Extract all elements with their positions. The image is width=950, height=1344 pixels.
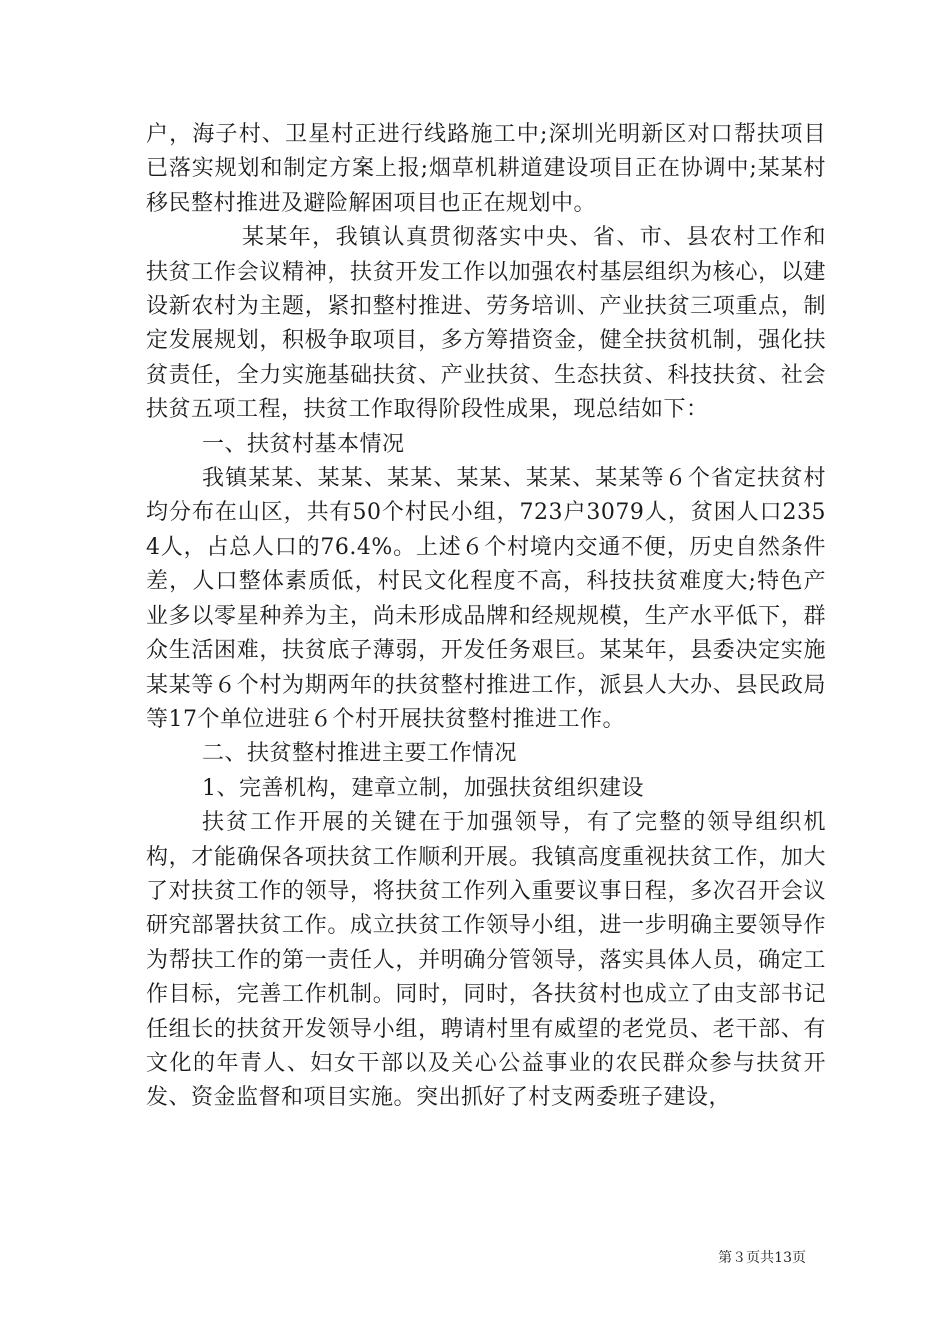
section-heading-2: 二、扶贫整村推进主要工作情况 (202, 741, 518, 767)
section-heading-1: 一、扶贫村基本情况 (202, 431, 405, 457)
subsection-heading-1: 1、完善机构，建章立制，加强扶贫组织建设 (202, 775, 644, 801)
page-number-footer: 第３页共13页 (718, 1250, 806, 1266)
paragraph-continuation: 户，海子村、卫星村正进行线路施工中;深圳光明新区对口帮扶项目已落实规划和制定方案上报;烟草机耕道建设项目正在协调中;某某村移民整村推进及避险解困项目也正在规划中。 (146, 122, 826, 216)
paragraph-basic-situation: 我镇某某、某某、某某、某某、某某、某某等６个省定扶贫村均分布在山区，共有50个村民小组，723户3079人，贫困人口2354人，占总人口的76.4%。上述６个村境内交通不便，历史自然条件差，人口整体素质低，村民文化程度不高，科技扶贫难度大;特色产业多以零星种养为主，尚未形成品牌和经规规模，生产水平低下，群众生活困难，扶贫底子薄弱，开发任务艰巨。某某年，县委决定实施某某等６个村为期两年的扶贫整村推进工作，派县人大办、县民政局等17个单位进驻６个村开展扶贫整村推进工作。 (146, 466, 826, 732)
document-body (146, 118, 826, 1116)
paragraph-organization: 扶贫工作开展的关键在于加强领导，有了完整的领导组织机构，才能确保各项扶贫工作顺利开展。我镇高度重视扶贫工作，加大了对扶贫工作的领导，将扶贫工作列入重要议事日程，多次召开会议研究部署扶贫工作。成立扶贫工作领导小组，进一步明确主要领导作为帮扶工作的第一责任人，并明确分管领导，落实具体人员，确定工作目标，完善工作机制。同时，同时，各扶贫村也成立了由支部书记任组长的扶贫开发领导小组，聘请村里有威望的老党员、老干部、有文化的年青人、妇女干部以及关心公益事业的农民群众参与扶贫开发、资金监督和项目实施。突出抓好了村支两委班子建设， (146, 810, 826, 1111)
paragraph-intro: 某某年，我镇认真贯彻落实中央、省、市、县农村工作和扶贫工作会议精神，扶贫开发工作以加强农村基层组织为核心，以建设新农村为主题，紧扣整村推进、劳务培训、产业扶贫三项重点，制定发展规划，积极争取项目，多方筹措资金，健全扶贫机制，强化扶贫责任，全力实施基础扶贫、产业扶贫、生态扶贫、科技扶贫、社会扶贫五项工程，扶贫工作取得阶段性成果，现总结如下： (146, 225, 826, 423)
